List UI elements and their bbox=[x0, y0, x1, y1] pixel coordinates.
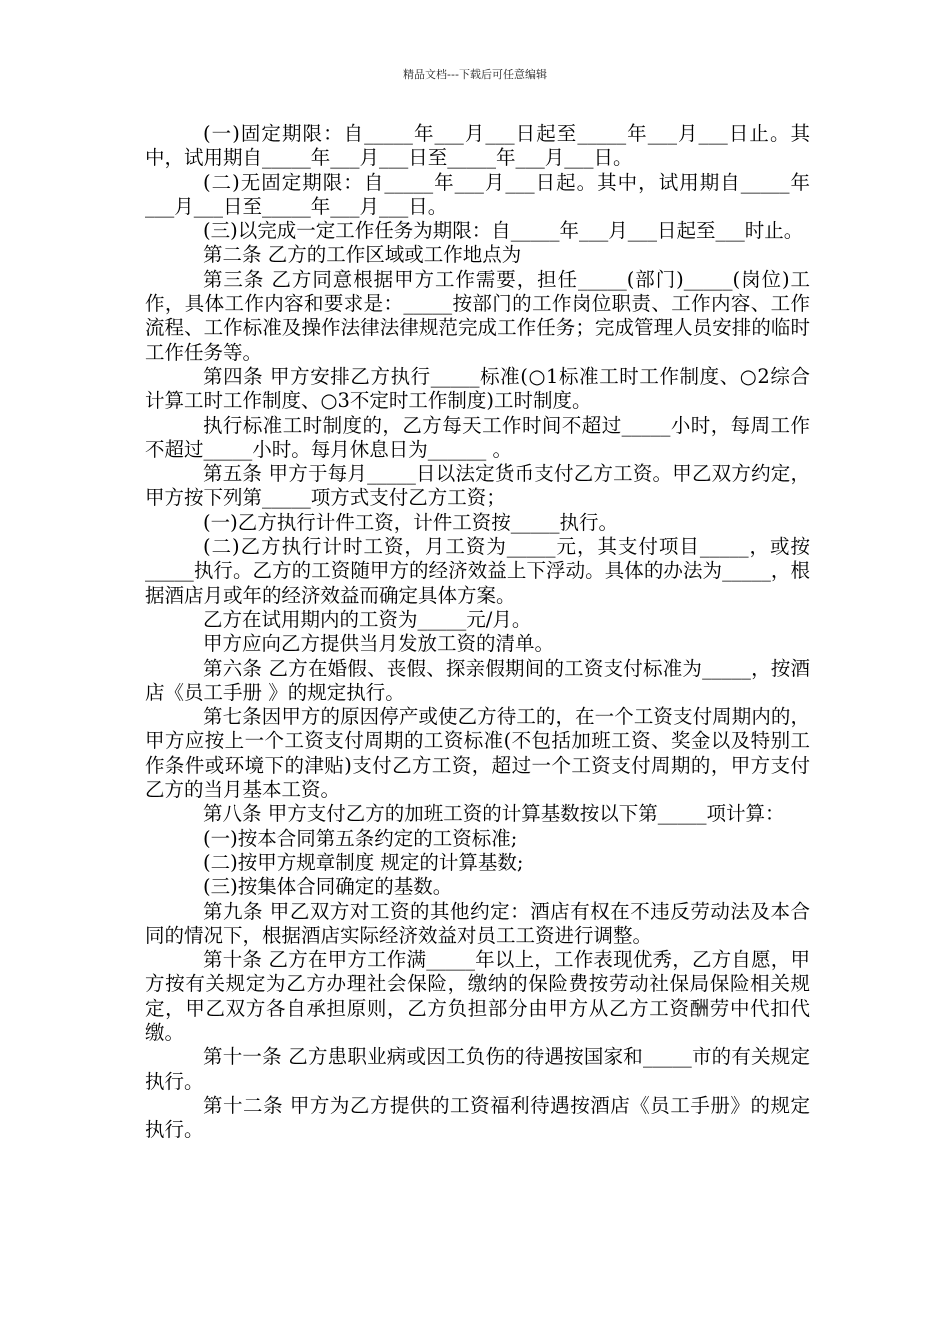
paragraph-open-term: (二)无固定期限：自_____年___月___日起。其中，试用期自_____年___月___日至_____年___月___日。 bbox=[145, 170, 810, 218]
paragraph-article-4: 第四条 甲方安排乙方执行_____标准(○1标准工时工作制度、○2综合计算工时工作制度、○3不定时工作制度)工时制度。 bbox=[145, 364, 810, 413]
page-header: 精品文档---下载后可任意编辑 bbox=[403, 68, 547, 81]
paragraph-article-7: 第七条因甲方的原因停产或使乙方待工的，在一个工资支付周期内的，甲方应按上一个工资支付周期的工资标准(不包括加班工资、奖金以及特别工作条件或环境下的津贴)支付乙方工资，超过一个工资支付周期的，甲方支付乙方的当月基本工资。 bbox=[145, 705, 810, 802]
paragraph-article-2: 第二条 乙方的工作区域或工作地点为 bbox=[203, 243, 522, 267]
paragraph-article-8: 第八条 甲方支付乙方的加班工资的计算基数按以下第_____项计算： bbox=[203, 802, 785, 826]
paragraph-overtime-option-3: (三)按集体合同确定的基数。 bbox=[203, 875, 453, 899]
paragraph-standard-hours: 执行标准工时制度的，乙方每天工作时间不超过_____小时，每周工作不超过_____小时。每月休息日为______ 。 bbox=[145, 413, 810, 461]
paragraph-article-12: 第十二条 甲方为乙方提供的工资福利待遇按酒店《员工手册》的规定执行。 bbox=[145, 1093, 810, 1142]
paragraph-probation-wage: 乙方在试用期内的工资为_____元/月。 bbox=[203, 607, 532, 631]
paragraph-article-6: 第六条 乙方在婚假、丧假、探亲假期间的工资支付标准为_____，按酒店《员工手册 》的规定执行。 bbox=[145, 656, 810, 704]
contract-body bbox=[145, 122, 810, 1142]
paragraph-article-3: 第三条 乙方同意根据甲方工作需要，担任_____(部门)_____(岗位)工作，具体工作内容和要求是：_____按部门的工作岗位职责、工作内容、工作流程、工作标准及操作法律法律规范完成工作任务；完成管理人员安排的临时工作任务等。 bbox=[145, 267, 810, 364]
paragraph-piece-rate: (一)乙方执行计件工资，计件工资按_____执行。 bbox=[203, 510, 618, 534]
paragraph-time-rate: (二)乙方执行计时工资，月工资为_____元，其支付项目_____，或按_____执行。乙方的工资随甲方的经济效益上下浮动。具体的办法为_____，根据酒店月或年的经济效益而确定具体方案。 bbox=[145, 535, 810, 607]
paragraph-overtime-option-2: (二)按甲方规章制度 规定的计算基数; bbox=[203, 850, 524, 874]
paragraph-article-10: 第十条 乙方在甲方工作满_____年以上，工作表现优秀，乙方自愿，甲方按有关规定为乙方办理社会保险，缴纳的保险费按劳动社保局保险相关规定，甲乙双方各自承担原则，乙方负担部分由甲方从乙方工资酬劳中代扣代缴。 bbox=[145, 948, 810, 1044]
paragraph-task-term: (三)以完成一定工作任务为期限：自_____年___月___日起至___时止。 bbox=[203, 219, 804, 243]
paragraph-overtime-option-1: (一)按本合同第五条约定的工资标准; bbox=[203, 826, 518, 850]
paragraph-article-5: 第五条 甲方于每月_____日以法定货币支付乙方工资。甲乙双方约定，甲方按下列第_____项方式支付乙方工资； bbox=[145, 462, 810, 510]
paragraph-wage-statement: 甲方应向乙方提供当月发放工资的清单。 bbox=[203, 632, 555, 656]
paragraph-article-11: 第十一条 乙方患职业病或因工负伤的待遇按国家和_____市的有关规定执行。 bbox=[145, 1045, 810, 1093]
paragraph-article-9: 第九条 甲乙双方对工资的其他约定：酒店有权在不违反劳动法及本合同的情况下，根据酒店实际经济效益对员工工资进行调整。 bbox=[145, 899, 810, 947]
paragraph-fixed-term: (一)固定期限：自_____年___月___日起至_____年___月___日止。其中，试用期自_____年___月___日至_____年___月___日。 bbox=[145, 122, 810, 170]
